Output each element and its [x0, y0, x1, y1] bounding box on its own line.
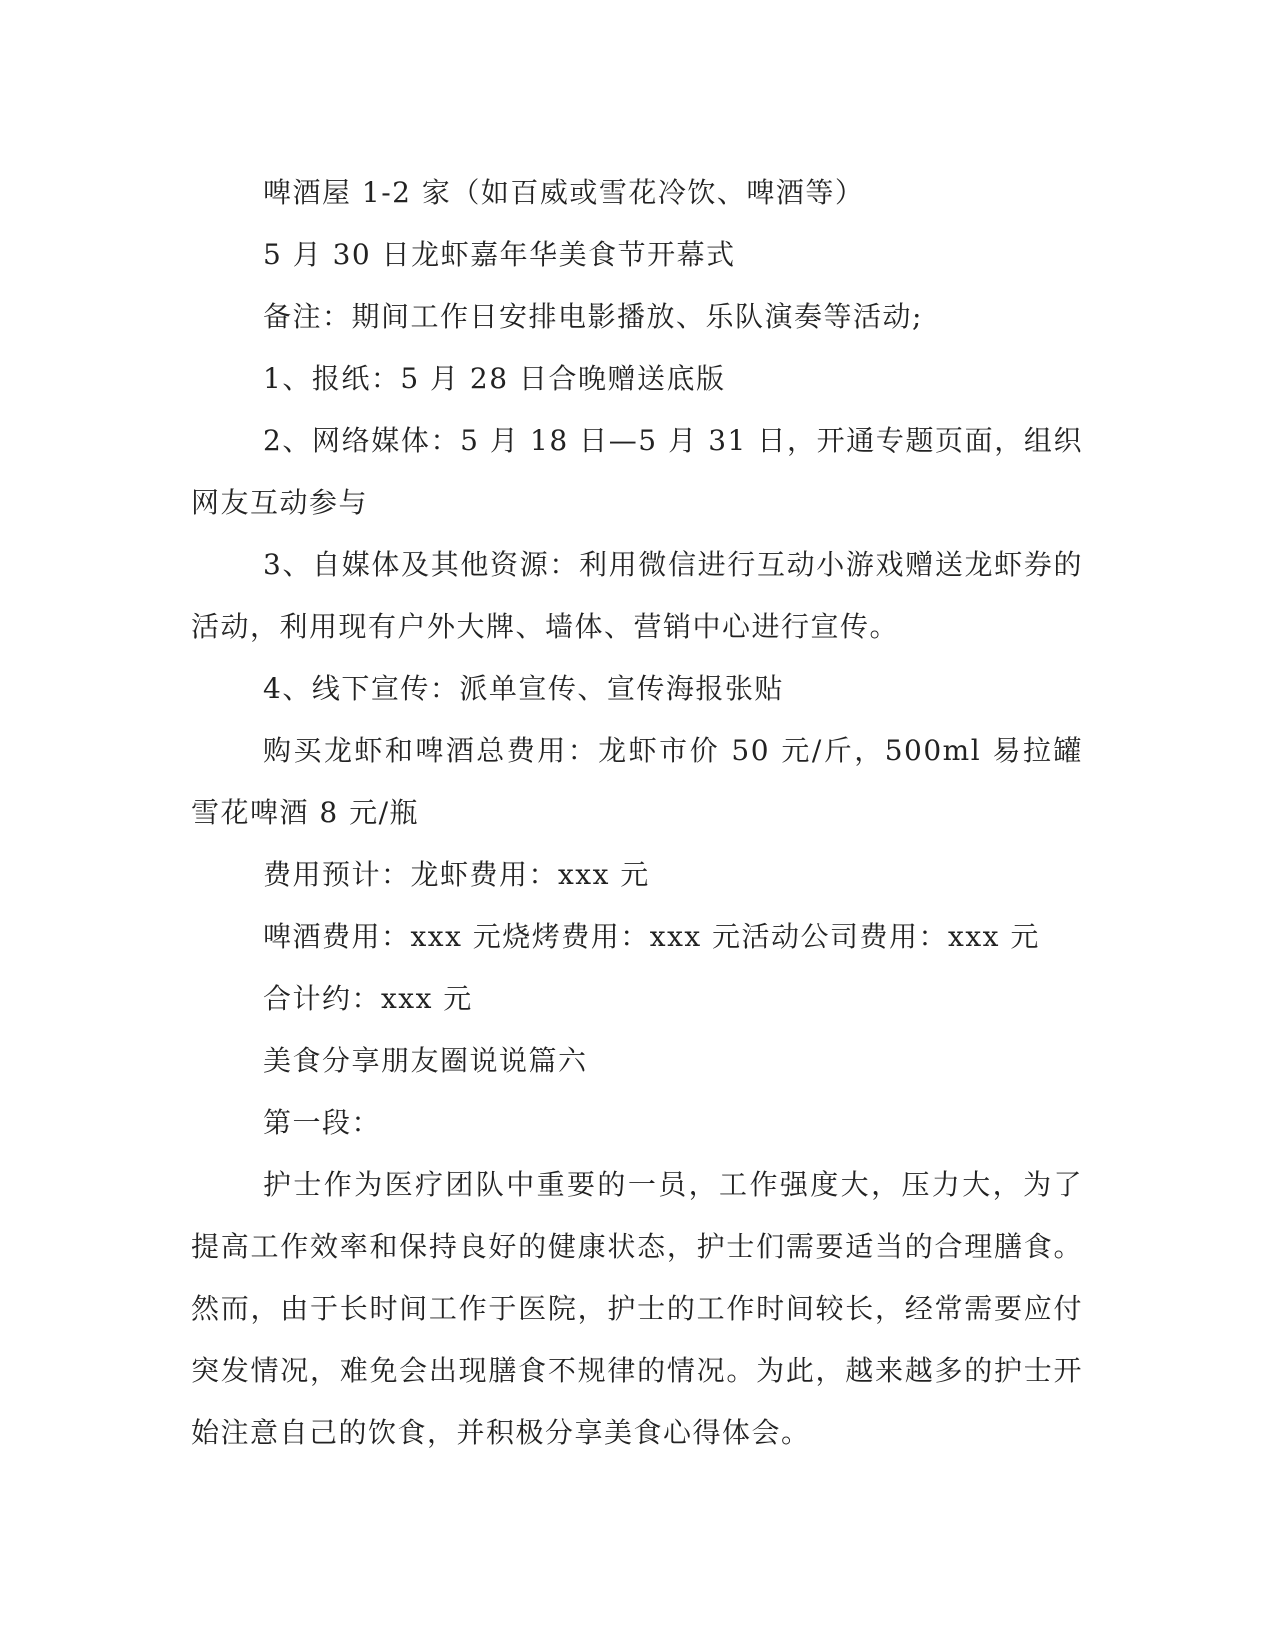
paragraph-beer-house: 啤酒屋 1-2 家（如百威或雪花冷饮、啤酒等）: [263, 176, 865, 209]
paragraph-cost-estimate: 费用预计：龙虾费用：xxx 元: [263, 858, 650, 891]
paragraph-newspaper: 1、报纸：5 月 28 日合晚赠送底版: [263, 362, 726, 395]
paragraph-purchase-cost: 购买龙虾和啤酒总费用：龙虾市价 50 元/斤，500ml 易拉罐雪花啤酒 8 元/瓶: [191, 734, 1083, 829]
paragraph-total: 合计约：xxx 元: [263, 982, 473, 1015]
paragraph-other-costs: 啤酒费用：xxx 元烧烤费用：xxx 元活动公司费用：xxx 元: [263, 920, 1040, 953]
paragraph-opening-ceremony: 5 月 30 日龙虾嘉年华美食节开幕式: [263, 238, 736, 271]
paragraph-remark: 备注：期间工作日安排电影播放、乐队演奏等活动;: [263, 300, 923, 333]
section-heading: 美食分享朋友圈说说篇六: [263, 1044, 588, 1077]
paragraph-self-media: 3、自媒体及其他资源：利用微信进行互动小游戏赠送龙虾券的活动，利用现有户外大牌、墙体、营销中心进行宣传。: [191, 548, 1083, 643]
paragraph-online-media: 2、网络媒体：5 月 18 日—5 月 31 日，开通专题页面，组织网友互动参与: [191, 424, 1083, 519]
paragraph-nurse-diet: 护士作为医疗团队中重要的一员，工作强度大，压力大，为了提高工作效率和保持良好的健康状态，护士们需要适当的合理膳食。然而，由于长时间工作于医院，护士的工作时间较长，经常需要应付突发情况，难免会出现膳食不规律的情况。为此，越来越多的护士开始注意自己的饮食，并积极分享美食心得体会。: [191, 1168, 1083, 1449]
document-body: [191, 162, 1083, 1464]
paragraph-first-section-label: 第一段：: [263, 1106, 382, 1139]
paragraph-offline-promo: 4、线下宣传：派单宣传、宣传海报张贴: [263, 672, 784, 705]
